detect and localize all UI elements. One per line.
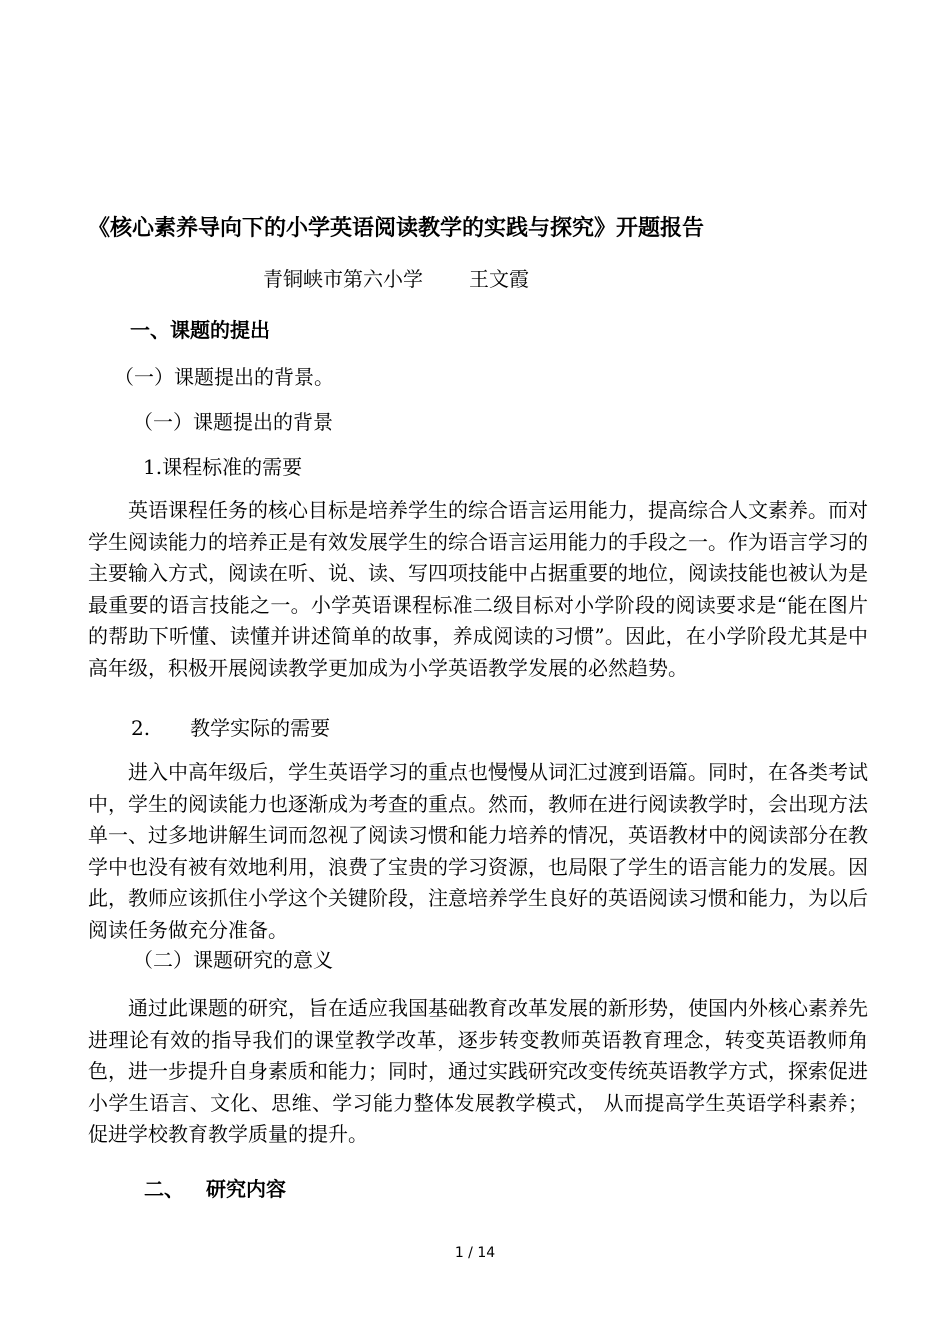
item-teaching-practice [131, 714, 330, 742]
section-heading-2 [144, 1175, 286, 1203]
section-heading-1: 一、课题的提出 [130, 318, 270, 342]
paragraph-curriculum-standard: 英语课程任务的核心目标是培养学生的综合语言运用能力，提高综合人文素养。而对学生阅读能力的培养正是有效发展学生的综合语言运用能力的手段之一。作为语言学习的主要输入方式，阅读在听、说、读、写四项技能中占据重要的地位，阅读技能也被认为是最重要的语言技能之一。小学英语课程标准二级目标对小学阶段的阅读要求是“能在图片的帮助下听懂、读懂并讲述简单的故事，养成阅读的习惯”。因此，在小学阶段尤其是中高年级，积极开展阅读教学更加成为小学英语教学发展的必然趋势。 [88, 498, 868, 680]
subsection-background-b: （一）课题提出的背景 [133, 410, 333, 434]
section-heading-2-label: 研究内容 [206, 1177, 286, 1201]
document-title: 《核心素养导向下的小学英语阅读教学的实践与探究》开题报告 [88, 216, 705, 241]
subsection-background-a: （一）课题提出的背景。 [114, 365, 334, 389]
item-teaching-practice-number: 2. [131, 716, 151, 740]
author-line [263, 265, 529, 293]
author-school: 青铜峡市第六小学 [263, 267, 423, 291]
item-teaching-practice-label: 教学实际的需要 [190, 716, 331, 740]
page-indicator: 1 / 14 [454, 1245, 496, 1261]
paragraph-significance: 通过此课题的研究，旨在适应我国基础教育改革发展的新形势，使国内外核心素养先进理论有效的指导我们的课堂教学改革，逐步转变教师英语教育理念，转变英语教师角色，进一步提升自身素质和能力；同时，通过实践研究改变传统英语教学方式，探索促进小学生语言、文化、思维、学习能力整体发展教学模式， 从而提高学生英语学科素养；促进学校教育教学质量的提升。 [88, 996, 868, 1146]
item-curriculum-standard: 1.课程标准的需要 [143, 455, 303, 479]
section-heading-2-number: 二、 [144, 1177, 184, 1201]
subsection-significance: （二）课题研究的意义 [133, 948, 333, 972]
paragraph-teaching-practice: 进入中高年级后，学生英语学习的重点也慢慢从词汇过渡到语篇。同时，在各类考试中，学生的阅读能力也逐渐成为考查的重点。然而，教师在进行阅读教学时，会出现方法单一、过多地讲解生词而忽视了阅读习惯和能力培养的情况，英语教材中的阅读部分在教学中也没有被有效地利用，浪费了宝贵的学习资源，也局限了学生的语言能力的发展。因此，教师应该抓住小学这个关键阶段，注意培养学生良好的英语阅读习惯和能力，为以后阅读任务做充分准备。 [88, 760, 868, 942]
author-name: 王文霞 [469, 267, 529, 291]
